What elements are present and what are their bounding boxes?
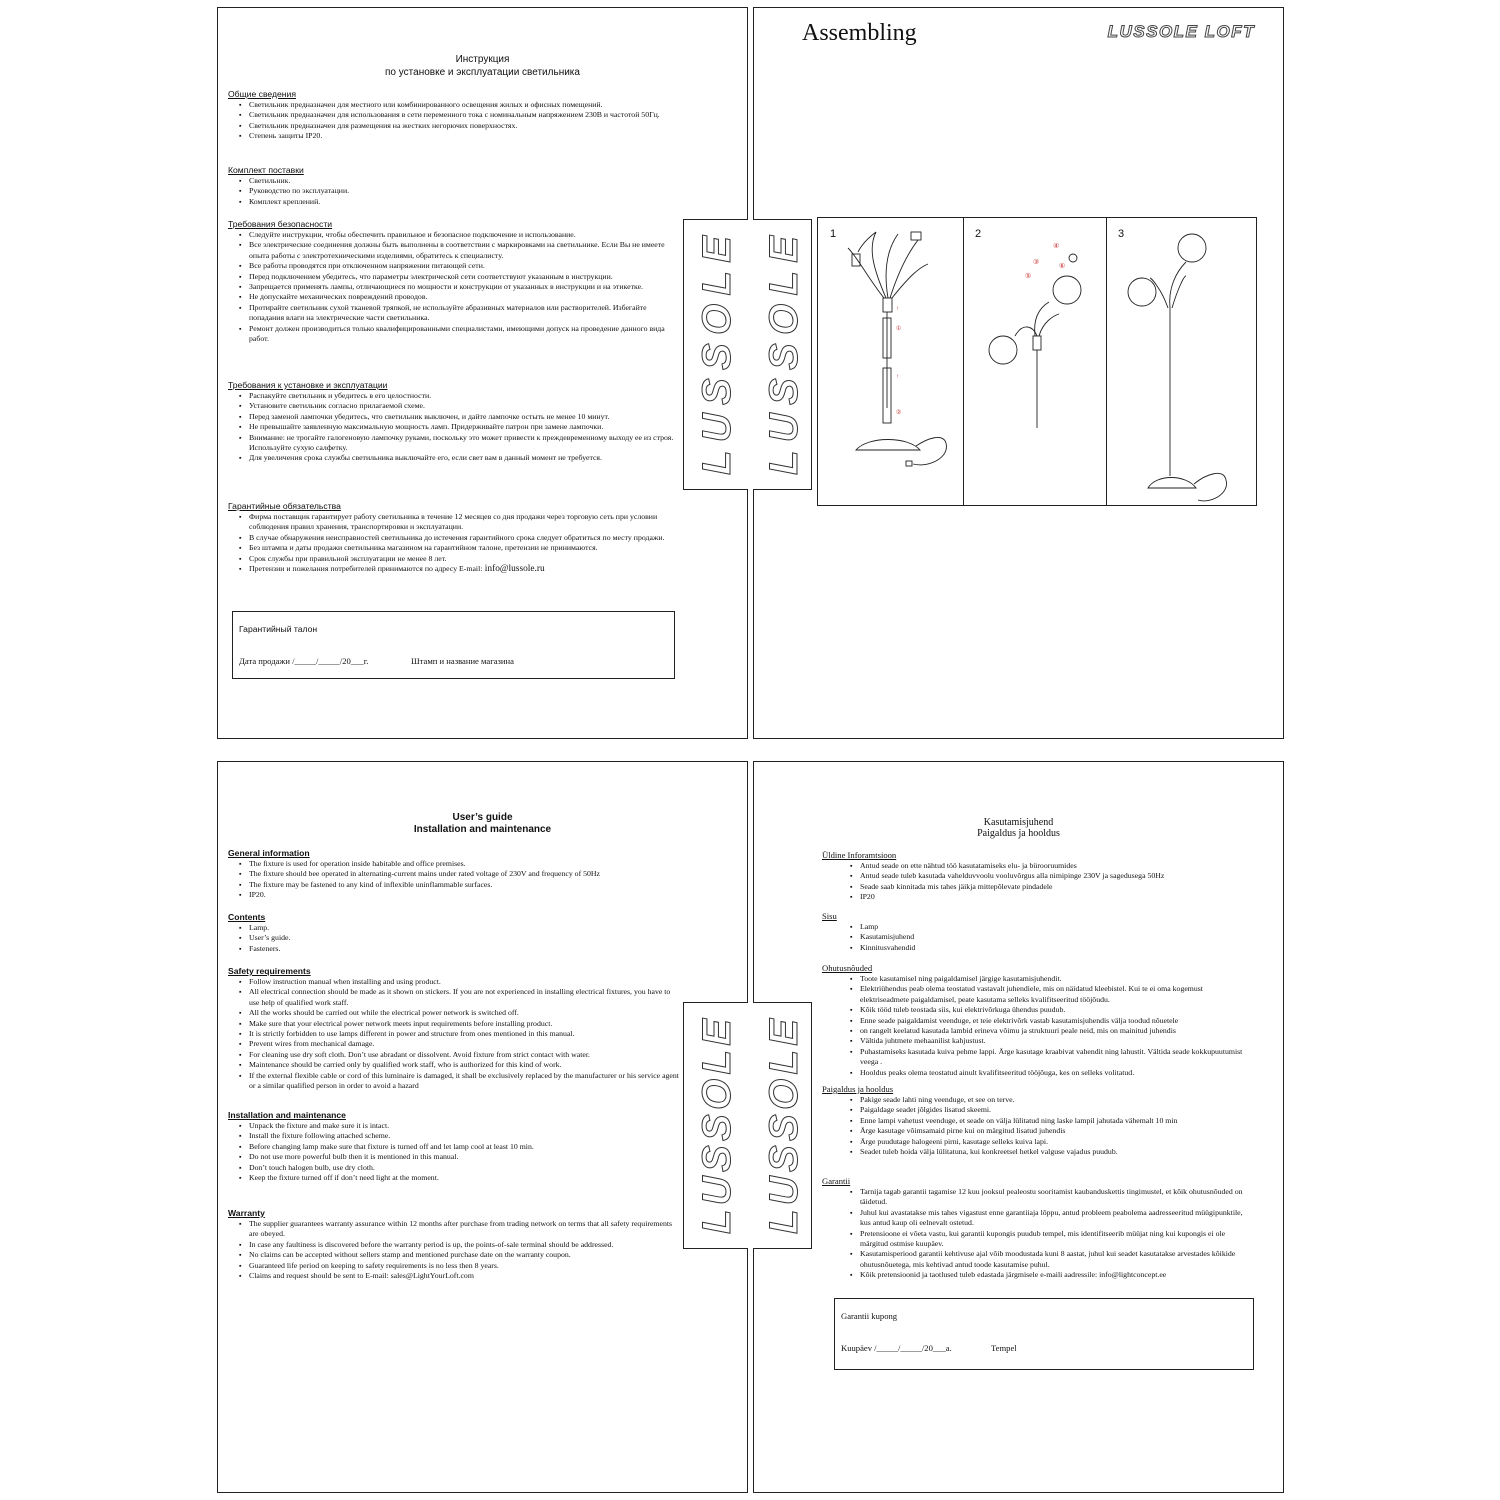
- list-item: ▪ Unpack the fixture and make sure it is intact.: [239, 1121, 679, 1131]
- list-item: ▪ Степень защиты IP20.: [239, 131, 679, 141]
- list-item: ▪ Не допускайте механических повреждений проводов.: [239, 292, 679, 302]
- lussole-vertical-logo: [684, 1003, 748, 1248]
- et-title-line2: Paigaldus ja hooldus: [977, 828, 1060, 839]
- list-item: ▪ Paigaldage seadet jõlgides lisatud skeemi.: [850, 1105, 1253, 1115]
- list-item: ▪ Все работы проводятся при отключенном напряжении питающей сети.: [239, 261, 679, 271]
- svg-text:②: ②: [896, 410, 902, 416]
- section-heading: Комплект поставки: [228, 165, 304, 175]
- list-item: ▪ IP20.: [239, 890, 679, 900]
- step-number: 3: [1118, 228, 1125, 240]
- list-item: ▪ Внимание: не трогайте галогеновую лампочку руками, поскольку это может привести к преждевременному выходу ее из строя. Используйте сухую салфетку.: [239, 433, 679, 454]
- assembly-step-3: [1106, 218, 1256, 505]
- section: [228, 89, 679, 142]
- brand-strip-p1: [683, 219, 748, 490]
- ru-title-line1: Инструкция: [455, 54, 510, 65]
- page-assembling: [753, 7, 1284, 739]
- list-item: ▪ Enne lampi vahetust veenduge, et seade on välja lülitatud ning laske lampil jahutada vähemalt 10 min: [850, 1116, 1253, 1126]
- list-item: ▪ Светильник предназначен для использования в сети переменного тока с номинальным напряжением 230В и частотой 50Гц.: [239, 110, 679, 120]
- list-item: ▪ The fixture may be fastened to any kind of inflexible uninflammable surfaces.: [239, 880, 679, 890]
- list-item: ▪ For cleaning use dry soft cloth. Don’t use abradant or dissolvent. Avoid fixture from strict contact with water.: [239, 1050, 679, 1060]
- en-title-line2: Installation and maintenance: [413, 824, 552, 835]
- list-item: ▪ The fixture should bee operated in alternating-current mains under rated voltage of 230V and frequency of 50Hz: [239, 869, 679, 879]
- section: [822, 911, 1253, 953]
- section-heading: Sisu: [822, 911, 837, 921]
- list-item: ▪ В случае обнаружения неисправностей светильника до истечения гарантийного срока следует обратиться по месту продажи.: [239, 533, 679, 543]
- section-list: [228, 230, 679, 344]
- list-item: ▪ Antud seade tuleb kasutada vahelduvvoolu vooluvõrgus alla nimipinge 230V ja sagedusega 50Hz: [850, 871, 1253, 881]
- section-heading: Ohutusnõuded: [822, 963, 873, 973]
- section-heading: Paigaldus ja hooldus: [822, 1084, 894, 1094]
- list-item: ▪ Seadet tuleb hoida välja lülitatuna, kui konkreetsel hetkel valguse vajadus puudub.: [850, 1147, 1253, 1157]
- list-item: ▪ Elektriühendus peab olema teostatud vastavalt juhendiele, mis on näidatud kleebistel. Kui te ei oma kogemust elektriseadmete paigaldamisel, peate kasutama selleks kvalifitseeritud tööjõudu.: [850, 984, 1253, 1005]
- lussole-vertical-logo: [753, 1003, 811, 1248]
- list-item: ▪ No claims can be accepted without sellers stamp and mentioned purchase date on the warranty coupon.: [239, 1250, 679, 1260]
- list-item: ▪ Перед подключением убедитесь, что параметры электрической сети соответствуют указанным в инструкции.: [239, 272, 679, 282]
- section-list: [228, 859, 679, 901]
- list-item: ▪ All the works should be carried out while the electrical power network is switched off.: [239, 1008, 679, 1018]
- list-item: ▪ Hooldus peaks olema teostatud ainult kvalifitseeritud tööjõuga, kes on selleks volitatud.: [850, 1068, 1253, 1078]
- section-heading: Общие сведения: [228, 89, 296, 99]
- brand-text: LUSSOLE: [762, 234, 806, 475]
- section-list: [822, 1095, 1253, 1157]
- list-item: ▪ Фирма поставщик гарантирует работу светильника в течение 12 месяцев со дня продажи через торговую сеть при условии соблюдения правил хранения, транспортировки и эксплуатации.: [239, 512, 679, 533]
- list-item: ▪ Follow instruction manual when installing and using product.: [239, 977, 679, 987]
- section: [228, 219, 679, 344]
- list-item: ▪ Don’t touch halogen bulb, use dry cloth.: [239, 1163, 679, 1173]
- brand-text: LUSSOLE: [762, 1017, 806, 1234]
- section-heading: Warranty: [228, 1208, 265, 1218]
- list-item: ▪ Toote kasutamisel ning paigaldamisel järgige kasutamisjuhendit.: [850, 974, 1253, 984]
- assembly-step-1: [818, 218, 964, 505]
- list-item: ▪ Kasutamisjuhend: [850, 932, 1253, 942]
- coupon-date: Kuupäev /_____/_____/20___a.: [841, 1343, 952, 1353]
- brand-strip-p4: [753, 1002, 812, 1249]
- list-item: ▪ Keep the fixture turned off if don’t need light at the moment.: [239, 1173, 679, 1183]
- list-item: ▪ Претензии и пожелания потребителей принимаются по адресу E-mail: info@lussole.ru: [239, 564, 679, 574]
- coupon-title: Гарантийный талон: [239, 624, 318, 634]
- list-item: ▪ Не превышайте заявленную максимальную мощность ламп. Придерживайте патрон при замене лампочки.: [239, 422, 679, 432]
- list-item: ▪ on rangelt keelatud kasutada lambid erineva võimu ja struktuuri peale neid, mis on mainitud juhendis: [850, 1026, 1253, 1036]
- list-item: ▪ Kasutamisperiood garantii kehtivuse ajal võib moodustada kuni 8 aastat, juhul kui seadet kasutatakse arvestades kõikide ohutusnõuetega, mis kehtivad antud toode kasutamise puhul.: [850, 1249, 1253, 1270]
- list-item: ▪ Puhastamiseks kasutada kuiva pehme lappi. Ärge kasutage kraabivat vahendit ning lahustit. Vältida seade kokkupuutumist veega .: [850, 1047, 1253, 1068]
- list-item: ▪ Maintenance should be carried only by qualified work staff, who is authorized for this kind of work.: [239, 1060, 679, 1070]
- coupon-stamp: Штамп и название магазина: [411, 656, 514, 666]
- svg-text:⑤: ⑤: [1025, 273, 1032, 280]
- section-heading: Требования к установке и эксплуатации: [228, 380, 388, 390]
- section-list: [822, 861, 1253, 903]
- list-item: ▪ The fixture is used for operation inside habitable and office premises.: [239, 859, 679, 869]
- section: [228, 912, 679, 954]
- list-item: ▪ Pretensioone ei võeta vastu, kui garantii kupongis puudub tempel, mis identifitseerib müüjat ning kui kupongis ei ole märgitud ostmise kuupäev.: [850, 1229, 1253, 1250]
- list-item: ▪ Kõik tööd tuleb teostada siis, kui elektrivõrkuga ühendus puudub.: [850, 1005, 1253, 1015]
- coupon-title: Garantii kupong: [841, 1311, 898, 1321]
- list-item: ▪ Install the fixture following attached scheme.: [239, 1131, 679, 1141]
- page-russian-instructions: [217, 7, 748, 739]
- et-warranty-coupon: [834, 1298, 1254, 1370]
- section: [822, 963, 1253, 1078]
- list-item: ▪ Kõik pretensioonid ja taotlused tuleb edastada järgmisele e-maili aadressile: info@lightconcept.ee: [850, 1270, 1253, 1280]
- list-item: ▪ Протирайте светильник сухой тканевой тряпкой, не используйте абразивных материалов или растворителей. Избегайте попадания влаги на электрические части светильника.: [239, 303, 679, 324]
- list-item: ▪ Do not use more powerful bulb then it is mentioned in this manual.: [239, 1152, 679, 1162]
- list-item: ▪ Kinnitusvahendid: [850, 943, 1253, 953]
- section: [228, 380, 679, 464]
- svg-text:↑: ↑: [896, 374, 899, 380]
- email-link[interactable]: info@lussole.ru: [482, 564, 545, 575]
- section: [822, 850, 1253, 903]
- step-1-drawing: [818, 218, 963, 505]
- svg-text:④: ④: [1053, 243, 1060, 250]
- list-item: ▪ Ремонт должен производиться только квалифицированными специалистами, имеющими допуск на проведение данного вида работ.: [239, 324, 679, 345]
- brand-strip-p3: [683, 1002, 748, 1249]
- assembly-diagram: [817, 217, 1257, 506]
- section-heading: General information: [228, 848, 310, 858]
- list-item: ▪ Перед заменой лампочки убедитесь, что светильник выключен, и дайте лампочке остыть не менее 10 минут.: [239, 412, 679, 422]
- list-item: ▪ Antud seade on ette nähtud töö kasutatamiseks elu- ja bürooruumides: [850, 861, 1253, 871]
- list-item: ▪ Ärge puudutage halogeeni pirni, kasutage selleks kuiva lapi.: [850, 1137, 1253, 1147]
- list-item: ▪ Enne seade paigaldamist veenduge, et teie elektrivõrk vastab kasutamisjuhendis välja toodud nõuetele: [850, 1016, 1253, 1026]
- list-item: ▪ Lamp.: [239, 923, 679, 933]
- et-title-line1: Kasutamisjuhend: [983, 817, 1054, 828]
- section-heading: Installation and maintenance: [228, 1110, 346, 1120]
- list-item: ▪ If the external flexible cable or cord of this luminaire is damaged, it shall be exclusively replaced by the manufacturer or his service agent or a similar qualified person in order to avoid a hazard: [239, 1071, 679, 1092]
- svg-text:①: ①: [896, 326, 902, 332]
- step-number: 2: [975, 228, 982, 240]
- section-heading: Требования безопасности: [228, 219, 333, 229]
- section: [228, 966, 679, 1091]
- section-list: [822, 974, 1253, 1078]
- page-estonian-guide: [753, 761, 1284, 1493]
- list-item: ▪ Pakige seade lahti ning veenduge, et see on terve.: [850, 1095, 1253, 1105]
- section: [228, 1208, 679, 1281]
- list-item: ▪ Следуйте инструкции, чтобы обеспечить правильное и безопасное подключение и использование.: [239, 230, 679, 240]
- section-heading: Üldine Inforamtsioon: [822, 850, 897, 860]
- list-item: ▪ Для увеличения срока службы светильника выключайте его, если свет вам в данный момент не требуется.: [239, 453, 679, 463]
- list-item: ▪ Vältida juhtmete mehaanilist kahjustust.: [850, 1036, 1253, 1046]
- section-list: [228, 1219, 679, 1281]
- list-item: ▪ Tarnija tagab garantii tagamise 12 kuu jooksul pealeostu sooritamist kaubanduskettis tingimustel, et kõik ohutusnõuded on täidetud.: [850, 1187, 1253, 1208]
- list-item: ▪ User’s guide.: [239, 933, 679, 943]
- step-3-drawing: [1106, 218, 1256, 505]
- section-heading: Гарантийные обязательства: [228, 501, 341, 511]
- section-list: [228, 391, 679, 464]
- list-item: ▪ Claims and request should be sent to E-mail: sales@LightYourLoft.com: [239, 1271, 679, 1281]
- section-list: [228, 512, 679, 574]
- list-item: ▪ Светильник.: [239, 176, 679, 186]
- list-item: ▪ Ärge kasutage võimsamaid pirne kui on märgitud lisatud juhendis: [850, 1126, 1253, 1136]
- page-english-guide: [217, 761, 748, 1493]
- list-item: ▪ Before changing lamp make sure that fixture is turned off and let lamp cool at least 10 min.: [239, 1142, 679, 1152]
- step-2-drawing: [963, 218, 1106, 505]
- section-heading: Safety requirements: [228, 966, 311, 976]
- lussole-vertical-logo: [684, 220, 748, 489]
- section-list: [228, 176, 679, 207]
- list-item: ▪ Запрещается применять лампы, отличающиеся по мощности и конструкции от указанных в инструкции и на этикетке.: [239, 282, 679, 292]
- section: [822, 1084, 1253, 1157]
- list-item: ▪ Prevent wires from mechanical damage.: [239, 1039, 679, 1049]
- list-item: ▪ Lamp: [850, 922, 1253, 932]
- section: [228, 1110, 679, 1183]
- assembling-title: Assembling: [802, 20, 917, 46]
- list-item: ▪ Seade saab kinnitada mis tahes jäikja mittepõlevate pindadele: [850, 882, 1253, 892]
- list-item: ▪ Make sure that your electrical power network meets input requirements before installing product.: [239, 1019, 679, 1029]
- section: [822, 1176, 1253, 1281]
- coupon-stamp: Tempel: [991, 1343, 1017, 1353]
- brand-strip-p2: [753, 219, 812, 490]
- section: [228, 501, 679, 574]
- list-item: ▪ It is strictly forbidden to use lamps different in power and structure from ones mentioned in this manual.: [239, 1029, 679, 1039]
- section: [228, 165, 679, 207]
- list-item: ▪ Срок службы при правильной эксплуатации не менее 8 лет.: [239, 554, 679, 564]
- section-list: [228, 100, 679, 142]
- list-item: ▪ The supplier guarantees warranty assurance within 12 months after purchase from trading network on terms that all safety requirements are obeyed.: [239, 1219, 679, 1240]
- section-list: [228, 977, 679, 1091]
- en-title-line1: User’s guide: [452, 812, 513, 823]
- list-item: ▪ Руководство по эксплуатации.: [239, 186, 679, 196]
- lussole-vertical-logo: [753, 220, 811, 489]
- list-item: ▪ Светильник предназначен для местного или комбинированного освещения жилых и офисных помещений.: [239, 100, 679, 110]
- step-number: 1: [830, 228, 837, 240]
- brand-text: LUSSOLE: [695, 1017, 739, 1234]
- list-item: ▪ Распакуйте светильник и убедитесь в его целостности.: [239, 391, 679, 401]
- lussole-loft-logo: LUSSOLE LOFT: [1107, 22, 1255, 41]
- ru-warranty-coupon: [232, 611, 675, 679]
- list-item: ▪ Светильник предназначен для размещения на жестких негорючих поверхностях.: [239, 121, 679, 131]
- section-list: [822, 922, 1253, 953]
- list-item: ▪ Все электрические соединения должны быть выполнены в соответствии с маркировками на светильнике. Если Вы не имеете опыта работы с электротехническими изделиями, обратитесь к специалисту.: [239, 240, 679, 261]
- list-item: ▪ Установите светильник согласно прилагаемой схеме.: [239, 401, 679, 411]
- section-heading: Contents: [228, 912, 266, 922]
- section-list: [228, 1121, 679, 1183]
- list-item: ▪ Без штампа и даты продажи светильника магазином на гарантийном талоне, претензии не принимаются.: [239, 543, 679, 553]
- ru-title-line2: по установке и эксплуатации светильника: [385, 67, 580, 78]
- section-list: [822, 1187, 1253, 1281]
- svg-text:⑥: ⑥: [1059, 263, 1066, 270]
- list-item: ▪ Juhul kui avastatakse mis tahes vigastust enne garantiiaja lõppu, antud probleem peabolema aadresseeritud müügipunktile, kus antud kaup oli eelnevalt ostetud.: [850, 1208, 1253, 1229]
- section-list: [228, 923, 679, 954]
- list-item: ▪ Fasteners.: [239, 944, 679, 954]
- brand-text: LUSSOLE: [695, 234, 739, 475]
- svg-text:③: ③: [1033, 259, 1040, 266]
- list-item: ▪ Guaranteed life period on keeping to safety requirements is no less then 8 years.: [239, 1261, 679, 1271]
- section: [228, 848, 679, 901]
- section-heading: Garantii: [822, 1176, 851, 1186]
- coupon-date: Дата продажи /_____/_____/20___г.: [239, 656, 369, 666]
- list-item: ▪ All electrical connection should be made as it shown on stickers. If you are not experienced in installing electrical fixtures, you have to use help of qualified work staff.: [239, 987, 679, 1008]
- svg-text:↑: ↑: [896, 306, 899, 312]
- list-item: ▪ IP20: [850, 892, 1253, 902]
- list-item: ▪ In case any faultiness is discovered before the warranty period is up, the points-of-sale terminal should be addressed.: [239, 1240, 679, 1250]
- list-item: ▪ Комплект креплений.: [239, 197, 679, 207]
- assembly-step-2: [963, 218, 1107, 505]
